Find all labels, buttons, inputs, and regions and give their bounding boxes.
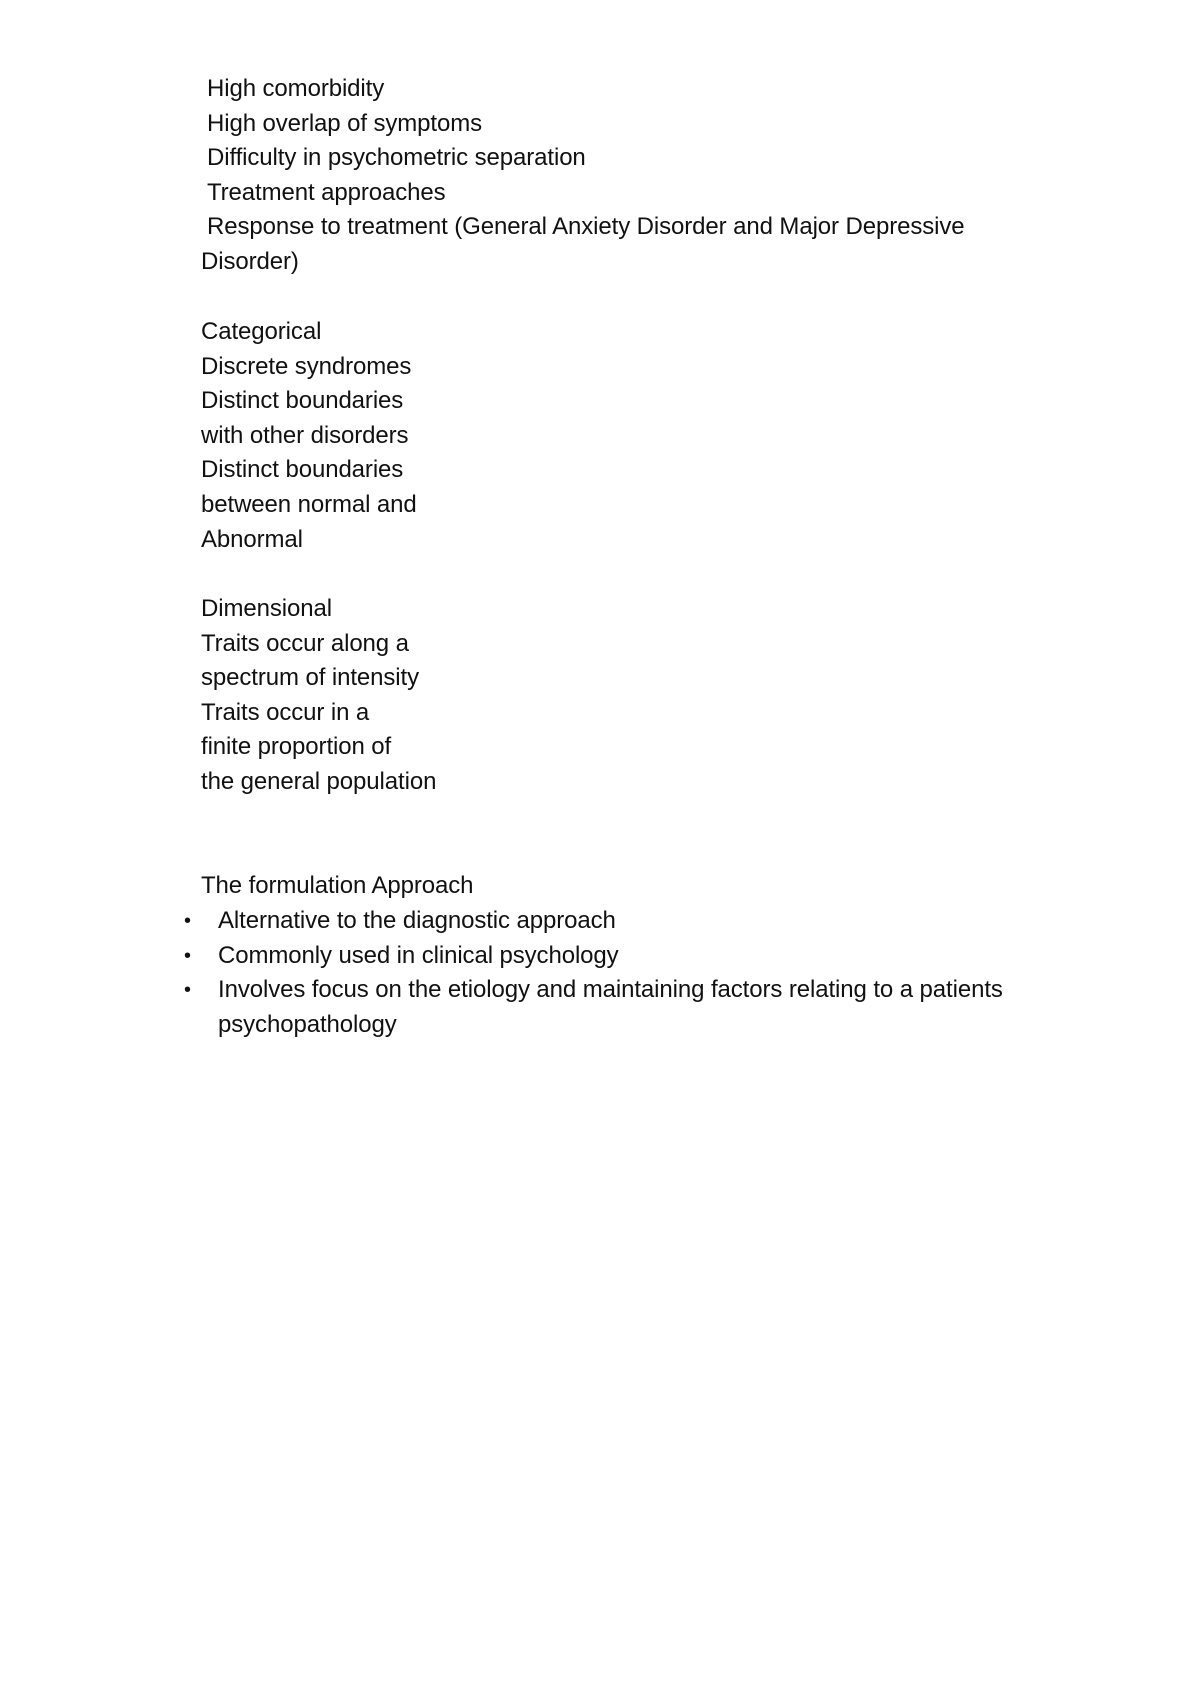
list-item (180, 904, 1060, 939)
issue-line-disorder-continuation: Disorder) (201, 247, 299, 275)
bullet-icon: • (184, 910, 191, 932)
issues-section (201, 72, 1081, 280)
bullet-icon: • (184, 979, 191, 1002)
issue-line-high-comorbidity: High comorbidity (207, 75, 385, 102)
list-item (180, 973, 1060, 1042)
dimensional-line: finite proportion of (201, 733, 392, 761)
categorical-line: between normal and (201, 490, 417, 518)
issue-line-psychometric-separation: Difficulty in psychometric separation (207, 144, 586, 172)
categorical-section (201, 315, 1081, 557)
dimensional-line: Traits occur along a (201, 629, 409, 657)
categorical-line: Distinct boundaries (201, 456, 404, 484)
categorical-line: with other disorders (201, 421, 409, 449)
formulation-section (201, 869, 1081, 904)
bullet-text: Commonly used in clinical psychology (218, 941, 619, 969)
bullet-text: Involves focus on the etiology and maintaining factors relating to a patients psychopathology (218, 976, 1003, 1038)
categorical-heading: Categorical (201, 318, 322, 345)
dimensional-line: the general population (201, 767, 437, 795)
categorical-line: Distinct boundaries (201, 387, 404, 415)
issue-line-symptom-overlap: High overlap of symptoms (207, 109, 483, 137)
bullet-icon: • (184, 944, 191, 967)
categorical-line: Discrete syndromes (201, 352, 412, 380)
list-item (180, 939, 1060, 974)
formulation-heading: The formulation Approach (201, 872, 474, 899)
dimensional-line: spectrum of intensity (201, 664, 419, 692)
bullet-text: Alternative to the diagnostic approach (218, 907, 616, 934)
formulation-bullet-list (180, 904, 1060, 1042)
issue-line-treatment-approaches: Treatment approaches (207, 178, 446, 206)
issue-line-response-to-treatment: Response to treatment (General Anxiety Disorder and Major Depressive (207, 213, 965, 241)
categorical-line: Abnormal (201, 525, 303, 553)
dimensional-section (201, 592, 1081, 800)
dimensional-heading: Dimensional (201, 595, 332, 622)
dimensional-line: Traits occur in a (201, 698, 370, 726)
